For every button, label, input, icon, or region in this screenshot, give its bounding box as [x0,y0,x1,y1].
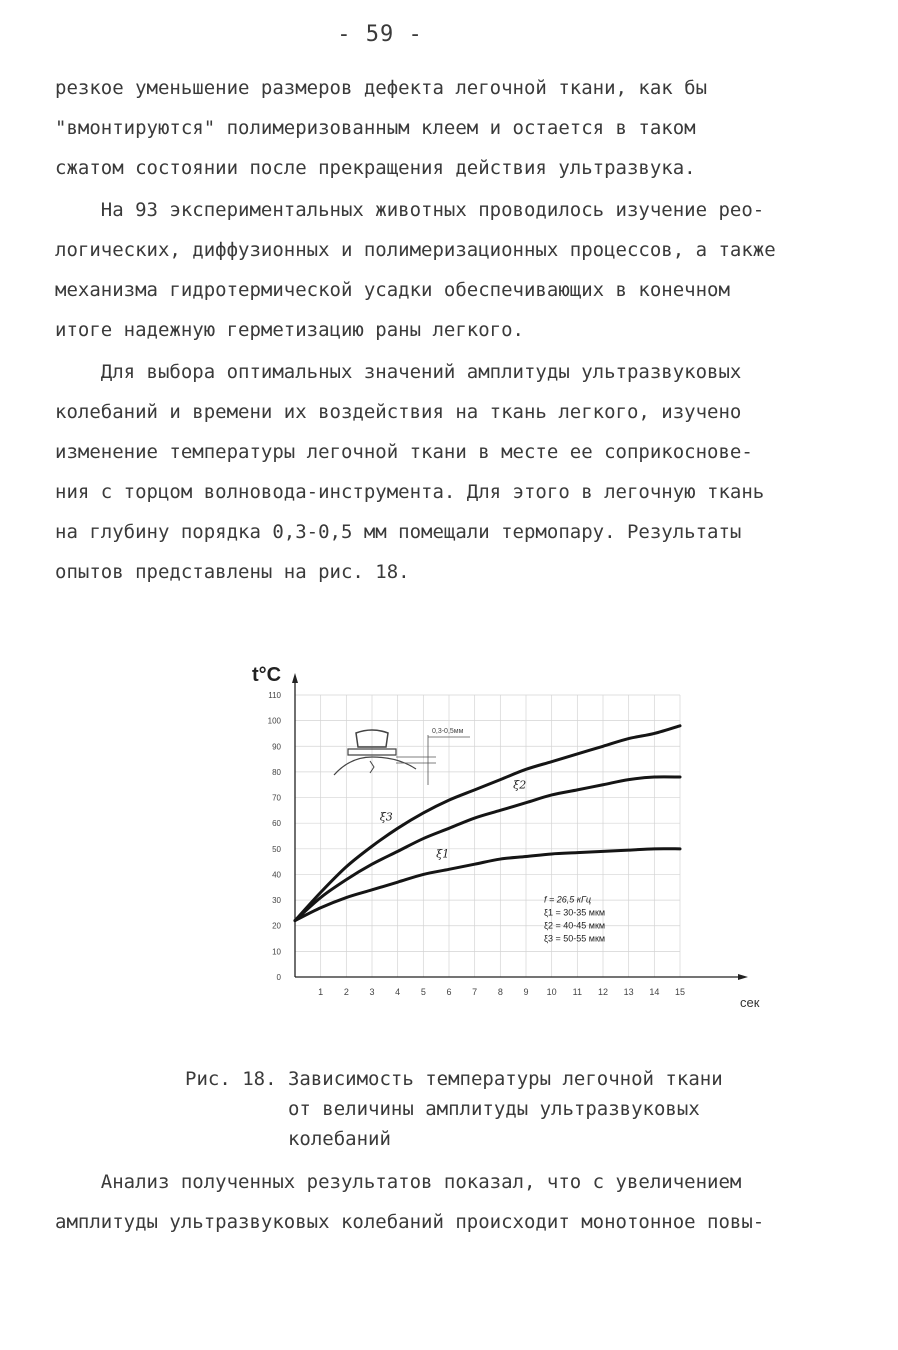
paragraph-4: Анализ полученных результатов показал, что с увеличением амплитуды ультразвуковых колебаний происходит монотонное повы- [55,1171,765,1233]
figure-caption: Рис. 18. Зависимость температуры легочной ткани от величины амплитуды ультразвуковых колебаний [185,1068,723,1150]
y-tick-label: 10 [272,947,281,957]
legend-entry: f = 26,5 кГц [543,894,592,905]
thermocouple-schematic-icon [334,730,470,785]
y-tick-label: 50 [272,844,281,854]
x-tick-label: 14 [649,987,660,997]
x-tick-label: 13 [623,987,634,997]
x-tick-label: 15 [674,987,686,997]
depth-annotation: 0,3-0,5мм [432,728,464,735]
paragraph-1: резкое уменьшение размеров дефекта легочной ткани, как бы "вмонтируются" полимеризованным клеем и остается в таком сжатом состоянии после прекращения действия ультразвука. [55,77,708,179]
chart-legend [544,895,605,944]
series-label: ξ1 [436,847,450,861]
paragraph-2: На 93 экспериментальных животных проводилось изучение рео- логических, диффузионных и полимеризационных процессов, а также механизма гидротермической усадки обеспечивающих в конечном итоге надежную герметизацию раны легкого. [55,199,776,341]
legend-entry: ξ1 = 30-35 мкм [543,907,606,918]
legend-entry: ξ3 = 50-55 мкм [543,933,606,944]
y-tick-label: 30 [272,896,281,906]
temperature-chart [240,645,800,1025]
series-label: ξ3 [379,810,393,824]
y-tick-label: 40 [272,870,281,880]
x-tick-label: 3 [369,987,375,997]
x-tick-label: 7 [472,987,478,997]
x-tick-label: 5 [420,987,426,997]
x-tick-label: 1 [318,987,324,997]
page-number: - 59 - [337,22,423,47]
y-axis-arrow [292,673,298,683]
x-tick-label: 6 [446,987,452,997]
x-tick-label: 9 [523,987,529,997]
y-tick-label: 70 [272,793,281,803]
chart-axes [268,673,748,997]
y-tick-label: 0 [276,973,281,982]
legend-entry: ξ2 = 40-45 мкм [543,920,606,931]
x-tick-label: 12 [597,987,609,997]
x-tick-label: 8 [497,987,503,997]
y-tick-label: 20 [272,921,281,931]
paragraph-3: Для выбора оптимальных значений амплитуды ультразвуковых колебаний и времени их воздействия на ткань легкого, изучено изменение температуры легочной ткани в месте ее соприкоснове- ния с торцом волновода-инструмента. Для этого в легочную ткань на глубину порядка 0,3-0,5 мм помещали термопару. Результаты опытов представлены на рис. 18. [55,361,765,583]
y-axis-label: t°C [252,664,282,686]
series-label: ξ2 [513,778,527,792]
x-axis-label: сек [740,995,760,1010]
x-tick-label: 10 [546,987,557,997]
y-tick-label: 60 [272,819,281,829]
y-tick-label: 90 [272,742,281,752]
y-tick-label: 110 [268,691,281,700]
chart-grid [295,695,680,977]
x-axis-arrow [738,974,748,980]
x-tick-label: 4 [395,987,401,997]
x-tick-label: 11 [572,987,583,997]
y-tick-label: 80 [272,767,281,777]
y-tick-label: 100 [267,716,281,726]
x-tick-label: 2 [343,987,349,997]
